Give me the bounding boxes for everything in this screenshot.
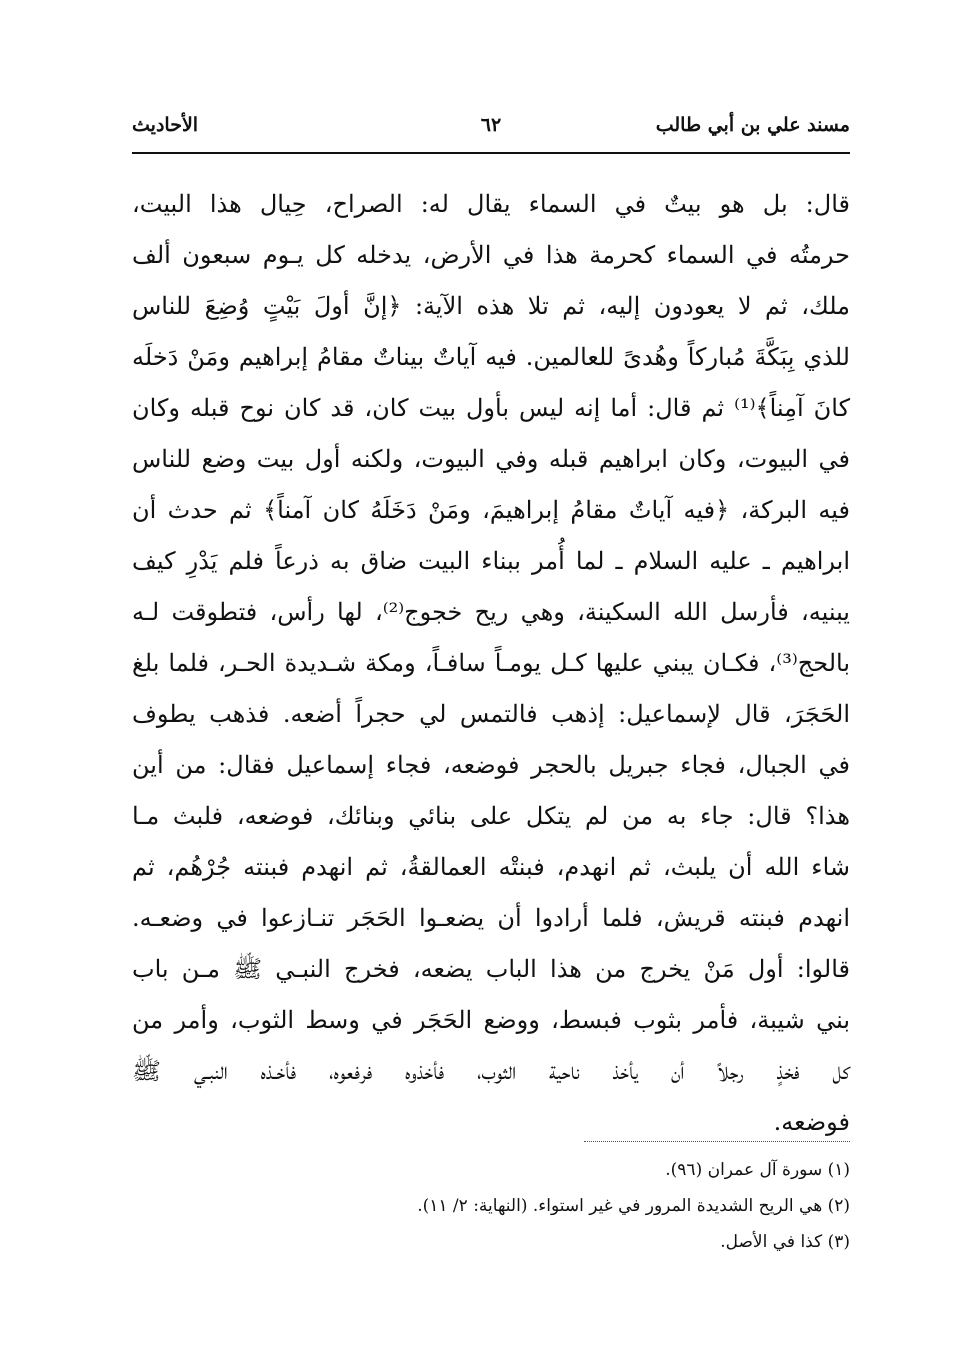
text-line: الحَجَرَ، قال لإسماعيل: إذهب فالتمس لي حجراً أضعه. فذهب يطوف <box>132 700 850 728</box>
main-text <box>132 179 850 1148</box>
footnote-3: (٣) كذا في الأصل. <box>720 1232 850 1252</box>
text-line: شاء الله أن يلبث، ثم انهدم، فبنتْه العمالقةُ، ثم انهدم فبنته جُرْهُم، ثم <box>132 853 850 881</box>
text-line: فيه البركة، ﴿فيه آياتٌ مقامُ إبراهيمَ، ومَنْ دَخَلَهُ كان آمناً﴾ ثم حدث أن <box>132 496 850 524</box>
footnote-1: (١) سورة آل عمران (٩٦). <box>665 1160 850 1180</box>
text-line: قالوا: أول مَنْ يخرج من هذا الباب يضعه، فخرج النبـي ﷺ مـن باب <box>132 955 850 983</box>
text-line: كانَ آمِناً﴾⁽¹⁾ ثم قال: أما إنه ليس بأول بيت كان، قد كان نوح قبله وكان <box>132 394 850 422</box>
text-line: فوضعه. <box>773 1108 850 1136</box>
text-line: قال: بل هو بيتٌ في السماء يقال له: الصراح، حِيال هذا البيت، <box>132 190 850 218</box>
text-line: انهدم فبنته قريش، فلما أرادوا أن يضعـوا الحَجَر تنـازعوا في وضعـه. <box>132 904 850 932</box>
text-line: للذي بِبَكَّةَ مُباركاً وهُدىً للعالمين. فيه آياتٌ بيناتٌ مقامُ إبراهيم ومَنْ دَخلَه <box>132 343 850 371</box>
text-line: كل فخذٍ رجلاً أن يأخذ ناحية الثوب، فأخذوه فرفعوه، فأخـذه النبـي ﷺ <box>132 1057 850 1085</box>
text-line: في الجبال، فجاء جبريل بالحجر فوضعه، فجاء إسماعيل فقال: من أين <box>132 751 850 779</box>
header-book-title: مسند علي بن أبي طالب <box>655 114 850 136</box>
page-number: ٦٢ <box>480 114 502 136</box>
text-line: حرمتُه في السماء كحرمة هذا في الأرض، يدخله كل يـوم سبعون ألف <box>132 241 850 269</box>
text-line: بالحج⁽³⁾، فكـان يبني عليها كـل يومـاً سافـاً، ومكة شـديدة الحـر، فلما بلغ <box>132 649 850 677</box>
footnotes <box>132 1152 850 1260</box>
text-line: في البيوت، وكان ابراهيم قبله وفي البيوت، ولكنه أول بيت وضع للناس <box>132 445 850 473</box>
text-line: ابراهيم ـ عليه السلام ـ لما أُمر ببناء البيت ضاق به ذرعاً فلم يَدْرِ كيف <box>132 547 850 575</box>
text-line: يبنيه، فأرسل الله السكينة، وهي ريح خجوج⁽²⁾، لها رأس، فتطوقت لـه <box>132 598 850 626</box>
text-line: هذا؟ قال: جاء به من لم يتكل على بنائي وبنائك، فوضعه، فلبث مـا <box>132 802 850 830</box>
text-line: بني شيبة، فأمر بثوب فبسط، ووضع الحَجَر في وسط الثوب، وأمر من <box>132 1006 850 1034</box>
running-header <box>132 108 850 154</box>
footnote-divider <box>584 1141 850 1142</box>
footnote-2: (٢) هي الريح الشديدة المرور في غير استواء. (النهاية: ٢/ ١١). <box>417 1196 850 1216</box>
header-section-title: الأحاديث <box>132 114 199 136</box>
text-line: ملك، ثم لا يعودون إليه، ثم تلا هذه الآية: ﴿إنَّ أولَ بَيْتٍ وُضِعَ للناس <box>132 292 850 320</box>
